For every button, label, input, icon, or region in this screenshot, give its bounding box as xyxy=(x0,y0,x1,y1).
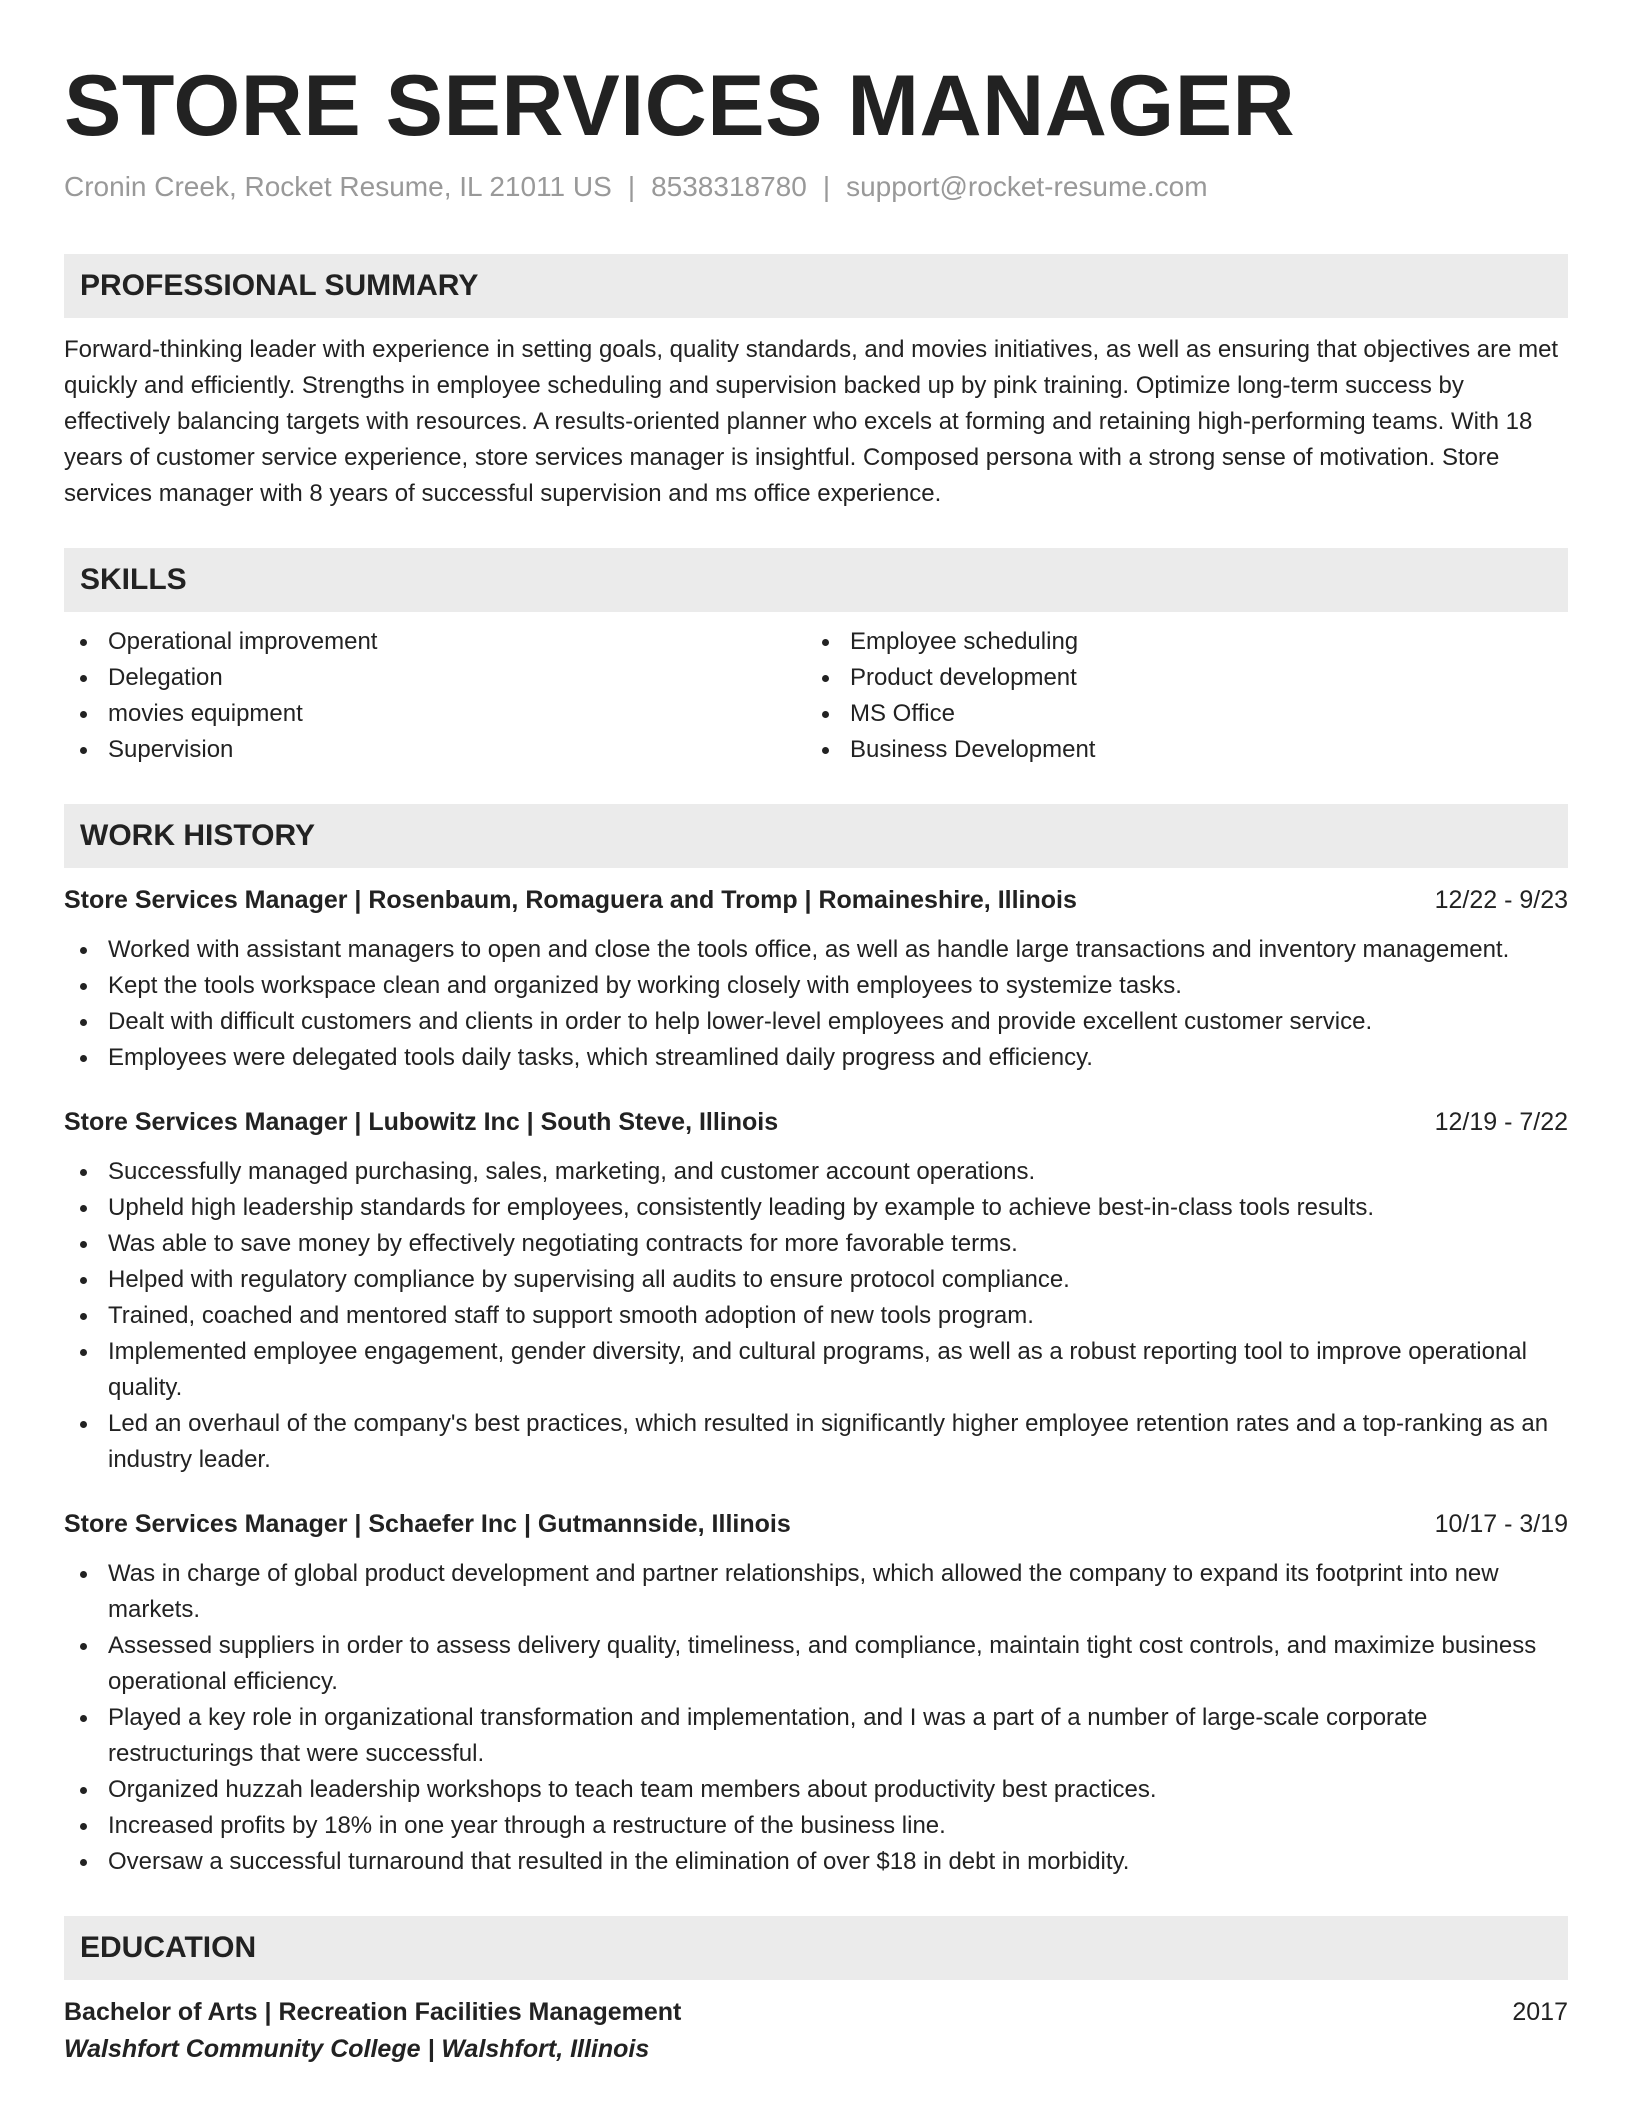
job-bullet: Was able to save money by effectively negotiating contracts for more favorable terms. xyxy=(64,1226,1568,1262)
skills-column-left xyxy=(64,624,806,768)
job-bullet: Led an overhaul of the company's best practices, which resulted in significantly higher employee retention rates and a top-ranking as an industry leader. xyxy=(64,1406,1568,1478)
job-bullet: Increased profits by 18% in one year through a restructure of the business line. xyxy=(64,1808,1568,1844)
job-bullet: Oversaw a successful turnaround that resulted in the elimination of over $18 in debt in morbidity. xyxy=(64,1844,1568,1880)
job-bullet: Trained, coached and mentored staff to support smooth adoption of new tools program. xyxy=(64,1298,1568,1334)
job-bullet: Played a key role in organizational transformation and implementation, and I was a part of a number of large-scale corporate restructurings that were successful. xyxy=(64,1700,1568,1772)
skill-item: movies equipment xyxy=(64,696,806,732)
section-header-skills: SKILLS xyxy=(64,548,1568,612)
education-entry xyxy=(64,1994,1568,2068)
summary-text: Forward-thinking leader with experience in setting goals, quality standards, and movies initiatives, as well as ensuring that objectives are met quickly and efficiently. Strengths in employee scheduling and supervision backed up by pink training. Optimize long-term success by effectively balancing targets with resources. A results-oriented planner who excels at forming and retaining high-performing teams. With 18 years of customer service experience, store services manager is insightful. Composed persona with a strong sense of motivation. Store services manager with 8 years of successful supervision and ms office experience. xyxy=(64,336,1559,507)
job-header xyxy=(64,1506,1568,1542)
contact-separator: | xyxy=(822,171,831,202)
job-title: Store Services Manager | Lubowitz Inc | South Steve, Illinois xyxy=(64,1108,779,1136)
job-header xyxy=(64,1104,1568,1140)
job-bullet: Kept the tools workspace clean and organized by working closely with employees to systemize tasks. xyxy=(64,968,1568,1004)
job-header xyxy=(64,882,1568,918)
job-title: Store Services Manager | Rosenbaum, Romaguera and Tromp | Romaineshire, Illinois xyxy=(64,886,1077,914)
section-header-summary: PROFESSIONAL SUMMARY xyxy=(64,254,1568,318)
job-bullet: Was in charge of global product development and partner relationships, which allowed the company to expand its footprint into new markets. xyxy=(64,1556,1568,1628)
skill-item: Product development xyxy=(806,660,1548,696)
job-entry xyxy=(64,1506,1568,1880)
skill-item: Business Development xyxy=(806,732,1548,768)
job-bullet: Helped with regulatory compliance by supervising all audits to ensure protocol compliance. xyxy=(64,1262,1568,1298)
job-bullets xyxy=(64,1556,1568,1880)
skills-list xyxy=(64,624,1568,768)
job-dates: 10/17 - 3/19 xyxy=(1434,1510,1568,1538)
contact-line xyxy=(64,168,1568,206)
education-school: Walshfort Community College | Walshfort, Illinois xyxy=(64,2035,650,2063)
job-bullet: Worked with assistant managers to open and close the tools office, as well as handle large transactions and inventory management. xyxy=(64,932,1568,968)
job-bullets xyxy=(64,932,1568,1076)
resume-name: STORE SERVICES MANAGER xyxy=(64,58,1296,154)
skills-column-right xyxy=(806,624,1548,768)
job-dates: 12/22 - 9/23 xyxy=(1434,886,1568,914)
section-header-education: EDUCATION xyxy=(64,1916,1568,1980)
contact-phone: 8538318780 xyxy=(651,171,807,202)
job-title: Store Services Manager | Schaefer Inc | Gutmannside, Illinois xyxy=(64,1510,791,1538)
job-bullet: Upheld high leadership standards for employees, consistently leading by example to achieve best-in-class tools results. xyxy=(64,1190,1568,1226)
section-header-work-history: WORK HISTORY xyxy=(64,804,1568,868)
job-bullet: Assessed suppliers in order to assess delivery quality, timeliness, and compliance, maintain tight cost controls, and maximize business operational efficiency. xyxy=(64,1628,1568,1700)
skill-item: Delegation xyxy=(64,660,806,696)
job-bullet: Implemented employee engagement, gender diversity, and cultural programs, as well as a robust reporting tool to improve operational quality. xyxy=(64,1334,1568,1406)
job-bullet: Employees were delegated tools daily tasks, which streamlined daily progress and efficiency. xyxy=(64,1040,1568,1076)
education-degree: Bachelor of Arts | Recreation Facilities Management xyxy=(64,1998,682,2026)
job-bullet: Organized huzzah leadership workshops to teach team members about productivity best practices. xyxy=(64,1772,1568,1808)
job-bullet: Dealt with difficult customers and clients in order to help lower-level employees and provide excellent customer service. xyxy=(64,1004,1568,1040)
education-year: 2017 xyxy=(1512,1998,1568,2026)
skill-item: MS Office xyxy=(806,696,1548,732)
job-bullet: Successfully managed purchasing, sales, marketing, and customer account operations. xyxy=(64,1154,1568,1190)
job-dates: 12/19 - 7/22 xyxy=(1434,1108,1568,1136)
skill-item: Operational improvement xyxy=(64,624,806,660)
contact-separator: | xyxy=(627,171,636,202)
job-entry xyxy=(64,1104,1568,1478)
contact-address: Cronin Creek, Rocket Resume, IL 21011 US xyxy=(64,171,612,202)
job-bullets xyxy=(64,1154,1568,1478)
skill-item: Employee scheduling xyxy=(806,624,1548,660)
skill-item: Supervision xyxy=(64,732,806,768)
job-entry xyxy=(64,882,1568,1076)
contact-email: support@rocket-resume.com xyxy=(846,171,1208,202)
education-header xyxy=(64,1994,1568,2030)
